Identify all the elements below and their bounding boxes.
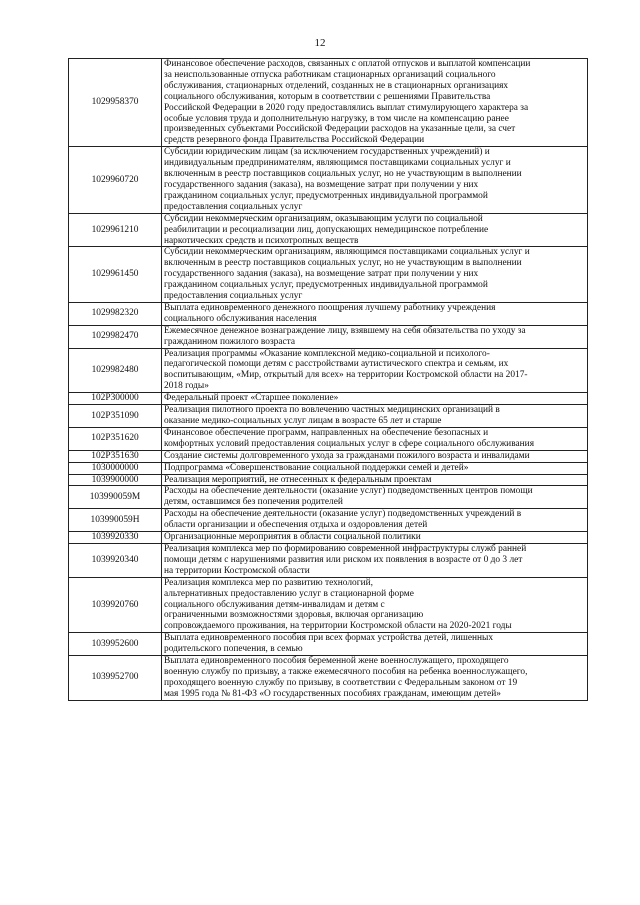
description-line: Расходы на обеспечение деятельности (оказание услуг) подведомственных учреждений в bbox=[164, 509, 522, 520]
description-cell bbox=[162, 486, 588, 509]
description-cell bbox=[162, 474, 588, 486]
description-line: детям, оставшимся без попечения родителей bbox=[164, 497, 343, 508]
description-line: мая 1995 года № 81-ФЗ «О государственных пособиях гражданам, имеющим детей» bbox=[164, 688, 501, 699]
description-line: Реализация комплекса мер по развитию технологий, bbox=[164, 577, 373, 588]
target-code-cell: 1029982320 bbox=[69, 302, 162, 325]
description-line: Выплата единовременного пособия при всех формах устройства детей, лишенных bbox=[164, 633, 494, 644]
description-cell bbox=[162, 543, 588, 577]
description-cell bbox=[162, 393, 588, 405]
table-row bbox=[69, 213, 588, 247]
table-row bbox=[69, 532, 588, 544]
description-line: Ежемесячное денежное вознаграждение лицу, взявшему на себя обязательства по уходу за bbox=[164, 325, 526, 336]
description-line: Реализация пилотного проекта по вовлечению частных медицинских организаций в bbox=[164, 405, 500, 416]
description-line: социального обслуживания детям-инвалидам и детям с bbox=[164, 599, 385, 610]
target-code-cell: 1029961450 bbox=[69, 247, 162, 303]
description-line: гражданином пожилого возраста bbox=[164, 336, 296, 347]
description-line: Финансовое обеспечение программ, направленных на обеспечение безопасных и bbox=[164, 427, 489, 438]
description-line: сопровождаемого проживания, на территории Костромской области на 2020-2021 годы bbox=[164, 621, 512, 632]
description-cell bbox=[162, 247, 588, 303]
description-line: средств резервного фонда Правительства Российской Федерации bbox=[164, 135, 425, 146]
description-line: гражданином социальных услуг, предусмотренных индивидуальной программой bbox=[164, 190, 488, 201]
description-cell bbox=[162, 147, 588, 213]
table-row bbox=[69, 348, 588, 393]
description-line: реабилитации и ресоциализации лиц, допускающих немедицинское потребление bbox=[164, 224, 489, 235]
target-code-cell: 1029958370 bbox=[69, 59, 162, 147]
target-code-cell: 103990059М bbox=[69, 486, 162, 509]
description-line: Расходы на обеспечение деятельности (оказание услуг) подведомственных центров помощи bbox=[164, 486, 533, 497]
description-line: на территории Костромской области bbox=[164, 565, 310, 576]
target-code-cell: 1029961210 bbox=[69, 213, 162, 247]
description-cell bbox=[162, 405, 588, 428]
description-line: помощи детям с нарушениями развития или риском их появления в возрасте от 0 до 3 лет bbox=[164, 554, 523, 565]
description-cell bbox=[162, 325, 588, 348]
description-line: особые условия труда и дополнительную нагрузку, в том числе на компенсацию ранее bbox=[164, 113, 509, 124]
description-line: Реализация мероприятий, не отнесенных к федеральным проектам bbox=[164, 474, 432, 485]
description-line: Финансовое обеспечение расходов, связанных с оплатой отпусков и выплатой компенсации bbox=[164, 59, 531, 69]
description-cell bbox=[162, 348, 588, 393]
description-line: за неиспользованные отпуска работникам стационарных организаций социального bbox=[164, 69, 496, 80]
description-line: предоставления социальных услуг bbox=[164, 201, 303, 212]
table-row bbox=[69, 486, 588, 509]
target-code-cell: 102P351630 bbox=[69, 450, 162, 462]
description-line: социального обслуживания, которым в соответствии с решениями Правительства bbox=[164, 91, 491, 102]
description-line: ограниченными возможностями здоровья, включая организацию bbox=[164, 610, 424, 621]
description-line: Создание системы долговременного ухода за гражданами пожилого возраста и инвалидами bbox=[164, 450, 530, 461]
table-row bbox=[69, 474, 588, 486]
table-row bbox=[69, 656, 588, 701]
description-cell bbox=[162, 59, 588, 147]
description-line: обслуживания, стационарных отделений, созданных не в стационарных организациях bbox=[164, 80, 509, 91]
target-code-cell: 1039920330 bbox=[69, 532, 162, 544]
description-cell bbox=[162, 462, 588, 474]
table-row bbox=[69, 393, 588, 405]
table-row bbox=[69, 59, 588, 147]
description-cell bbox=[162, 509, 588, 532]
description-line: Организационные мероприятия в области социальной политики bbox=[164, 532, 421, 543]
description-line: предоставления социальных услуг bbox=[164, 291, 303, 302]
description-cell bbox=[162, 213, 588, 247]
description-line: Выплата единовременного денежного поощрения лучшему работнику учреждения bbox=[164, 302, 496, 313]
table-row bbox=[69, 509, 588, 532]
description-line: произведенных субъектами Российской Федерации расходов на указанные цели, за счет bbox=[164, 124, 516, 135]
description-line: Реализация программы «Оказание комплексной медико-социальной и психолого- bbox=[164, 348, 490, 359]
description-line: государственного задания (заказа), на возмещение затрат при получении у них bbox=[164, 269, 479, 280]
table-row bbox=[69, 427, 588, 450]
description-line: Подпрограмма «Совершенствование социальной поддержки семей и детей» bbox=[164, 462, 469, 473]
description-cell bbox=[162, 633, 588, 656]
description-line: наркотических средств и психотропных веществ bbox=[164, 235, 359, 246]
description-cell bbox=[162, 450, 588, 462]
page-number: 12 bbox=[314, 37, 326, 49]
description-cell bbox=[162, 532, 588, 544]
target-code-cell: 103990059Н bbox=[69, 509, 162, 532]
target-code-cell: 102P351620 bbox=[69, 427, 162, 450]
table-row bbox=[69, 543, 588, 577]
description-line: включенным в реестр поставщиков социальных услуг, но не участвующим в выполнении bbox=[164, 169, 522, 180]
description-line: государственного задания (заказа), на возмещение затрат при получении у них bbox=[164, 179, 479, 190]
table-row bbox=[69, 450, 588, 462]
table-row bbox=[69, 577, 588, 633]
target-code-cell: 1029982470 bbox=[69, 325, 162, 348]
description-line: включенным в реестр поставщиков социальных услуг, но не участвующим в выполнении bbox=[164, 258, 522, 269]
description-line: социального обслуживания населения bbox=[164, 313, 317, 324]
description-cell bbox=[162, 577, 588, 633]
target-code-cell: 1039920760 bbox=[69, 577, 162, 633]
target-code-cell: 1029960720 bbox=[69, 147, 162, 213]
table-row bbox=[69, 405, 588, 428]
description-line: Субсидии некоммерческим организациям, оказывающим услуги по социальной bbox=[164, 213, 483, 224]
description-line: 2018 годы» bbox=[164, 381, 209, 392]
description-line: Федеральный проект «Старшее поколение» bbox=[164, 393, 339, 404]
table-row bbox=[69, 325, 588, 348]
description-line: Субсидии юридическим лицам (за исключением государственных учреждений) и bbox=[164, 147, 490, 158]
target-code-cell: 1039952600 bbox=[69, 633, 162, 656]
description-line: оказание медико-социальных услуг лицам в возрасте 65 лет и старше bbox=[164, 416, 442, 426]
target-code-cell: 1039920340 bbox=[69, 543, 162, 577]
description-line: гражданином социальных услуг, предусмотренных индивидуальной программой bbox=[164, 280, 488, 291]
description-line: педагогической помощи детям с расстройствами аутистического спектра и семьям, их bbox=[164, 359, 509, 370]
target-code-cell: 102P300000 bbox=[69, 393, 162, 405]
budget-classification-table bbox=[68, 58, 588, 701]
target-code-cell: 1039952700 bbox=[69, 656, 162, 701]
target-code-cell: 1039900000 bbox=[69, 474, 162, 486]
table-row bbox=[69, 633, 588, 656]
description-line: области организации и обеспечения отдыха и оздоровления детей bbox=[164, 520, 428, 531]
description-line: Реализация комплекса мер по формированию современной инфраструктуры служб ранней bbox=[164, 543, 527, 554]
description-line: индивидуальным предпринимателям, являющимся поставщиками социальных услуг и bbox=[164, 158, 511, 169]
table-row bbox=[69, 462, 588, 474]
description-line: проходящего военную службу по призыву, в соответствии с Федеральным законом от 19 bbox=[164, 677, 518, 688]
table-row bbox=[69, 147, 588, 213]
description-line: Выплата единовременного пособия беременной жене военнослужащего, проходящего bbox=[164, 656, 509, 667]
description-line: комфортных условий предоставления социальных услуг в сфере социального обслуживания bbox=[164, 438, 535, 449]
target-code-cell: 1030000000 bbox=[69, 462, 162, 474]
description-cell bbox=[162, 302, 588, 325]
description-line: военную службу по призыву, а также ежемесячного пособия на ребенка военнослужащего, bbox=[164, 666, 528, 677]
description-line: Российской Федерации в 2020 году предоставлялись выплат стимулирующего характера за bbox=[164, 102, 529, 113]
description-line: Субсидии некоммерческим организациям, являющимся поставщиками социальных услуг и bbox=[164, 247, 530, 258]
target-code-cell: 1029982480 bbox=[69, 348, 162, 393]
table-row bbox=[69, 247, 588, 303]
table-row bbox=[69, 302, 588, 325]
description-line: воспитывающим, «Мир, открытый для всех» на территории Костромской области на 2017- bbox=[164, 370, 528, 381]
description-cell bbox=[162, 656, 588, 701]
description-line: альтернативных предоставлению услуг в стационарной форме bbox=[164, 588, 414, 599]
description-line: родительского попечения, в семью bbox=[164, 644, 303, 655]
description-cell bbox=[162, 427, 588, 450]
target-code-cell: 102P351090 bbox=[69, 405, 162, 428]
